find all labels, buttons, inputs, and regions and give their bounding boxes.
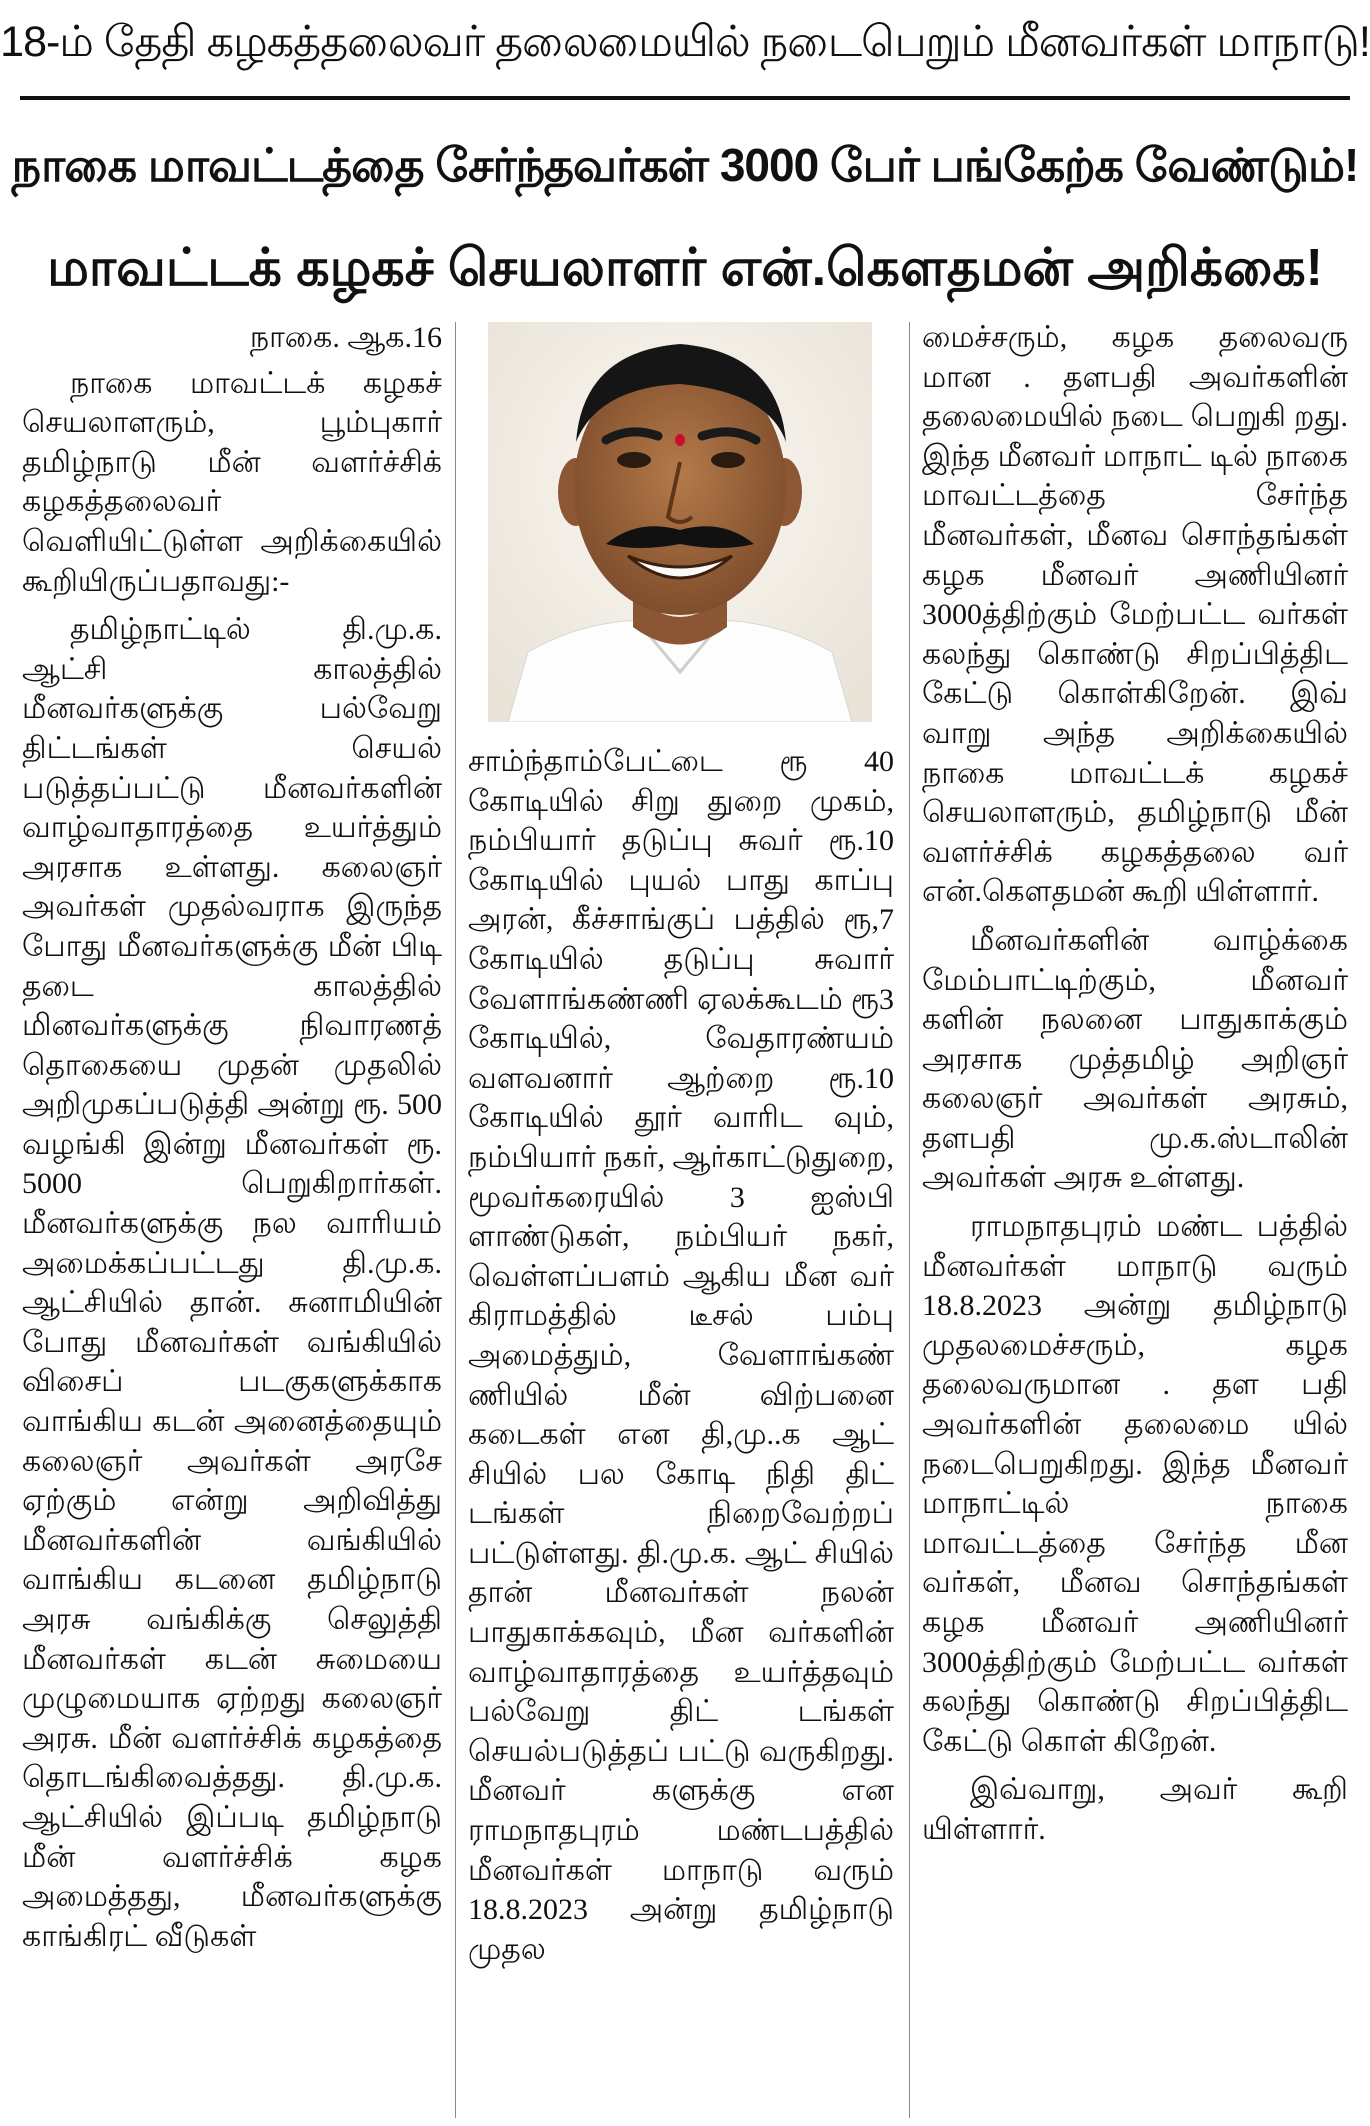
portrait-photo — [488, 322, 872, 722]
paragraph: மீனவர்களின் வாழ்க்கை மேம்பாட்டிற்கும், மீனவர் களின் நலனை பாதுகாக்கும் அரசாக முத்தமிழ் அறிஞர் கலைஞர் அவர்கள் அரசும், தளபதி மு.க.ஸ்டாலின் அவர்கள் அரசு உள்ளது. — [922, 923, 1348, 1195]
sub-headline: மாவட்டக் கழகச் செயலாளர் என்.கௌதமன் அறிக்கை! — [47, 239, 1323, 297]
paragraph: ராமநாதபுரம் மண்ட பத்தில் மீனவர்கள் மாநாடு வரும் 18.8.2023 அன்று தமிழ்நாடு முதலமைச்சரும், கழக தலைவருமான . தள பதி அவர்களின் தலைமை யில் நடைபெறுகிறது. இந்த மீனவர் மாநாட்டில் நாகை மாவட்டத்தை சேர்ந்த மீன வர்கள், மீனவ சொந்தங்கள் கழக மீனவர் அணியினர் 3000த்திற்கும் மேற்பட்ட வர்கள் கலந்து கொண்டு சிறப்பித்திட கேட்டு கொள் கிறேன். — [922, 1210, 1348, 1758]
paragraph: நாகை மாவட்டக் கழகச் செயலாளரும், பூம்புகார் தமிழ்நாடு மீன் வளர்ச்சிக் கழகத்தலைவர் வெளியிட்டுள்ள அறிக்கையில் கூறியிருப்பதாவது:- — [22, 366, 442, 598]
main-headline: நாகை மாவட்டத்தை சேர்ந்தவர்கள் 3000 பேர் பங்கேற்க வேண்டும்! — [11, 139, 1359, 191]
article-column-3 — [922, 318, 1348, 2118]
column-divider-1 — [455, 322, 456, 2118]
article-column-1 — [22, 318, 442, 2118]
paragraph: இவ்வாறு, அவர் கூறி யிள்ளார். — [922, 1773, 1348, 1846]
dateline: நாகை. ஆக.16 — [249, 321, 442, 354]
article-column-2 — [468, 742, 894, 2120]
kicker-headline: 18-ம் தேதி கழகத்தலைவர் தலைமையில் நடைபெறும் மீனவர்கள் மாநாடு! — [0, 18, 1370, 66]
column-divider-2 — [909, 322, 910, 2118]
paragraph: மைச்சரும், கழக தலைவரு மான . தளபதி அவர்களின் தலைமையில் நடை பெறுகி றது. இந்த மீனவர் மாநாட் டில் நாகை மாவட்டத்தை சேர்ந்த மீனவர்கள், மீனவ சொந்தங்கள் கழக மீனவர் அணியினர் 3000த்திற்கும் மேற்பட்ட வர்கள் கலந்து கொண்டு சிறப்பித்திட கேட்டு கொள்கிறேன். இவ் வாறு அந்த அறிக்கையில் நாகை மாவட்டக் கழகச் செயலாளரும், தமிழ்நாடு மீன் வளர்ச்சிக் கழகத்தலை வர் என்.கௌதமன் கூறி யிள்ளார். — [922, 321, 1348, 909]
paragraph: சாம்ந்தாம்பேட்டை ரூ 40 கோடியில் சிறு துறை முகம், நம்பியார் தடுப்பு சுவர் ரூ.10 கோடியில் புயல் பாது காப்பு அரன், கீச்சாங்குப் பத்தில் ரூ,7 கோடியில் தடுப்பு சுவார் வேளாங்கண்ணி ஏலக்கூடம் ரூ3 கோடியில், வேதாரண்யம் வளவனார் ஆற்றை ரூ.10 கோடியில் தூர் வாரிட வும், நம்பியார் நகர், ஆர்காட்டுதுறை, மூவர்கரையில் 3 ஐஸ்பி ளாண்டுகள், நம்பியர் நகர், வெள்ளப்பளம் ஆகிய மீன வர் கிராமத்தில் டீசல் பம்பு அமைத்தும், வேளாங்கண் ணியில் மீன் விற்பனை கடைகள் என தி,மு..க ஆட் சியில் பல கோடி நிதி திட் டங்கள் நிறைவேற்றப் பட்டுள்ளது. தி.மு.க. ஆட் சியில் தான் மீனவர்கள் நலன் பாதுகாக்கவும், மீன வர்களின் வாழ்வாதாரத்தை உயர்த்தவும் பல்வேறு திட் டங்கள் செயல்படுத்தப் பட்டு வருகிறது. மீனவர் களுக்கு என ராமநாதபுரம் மண்டபத்தில் மீனவர்கள் மாநாடு வரும் 18.8.2023 அன்று தமிழ்நாடு முதல — [468, 745, 894, 1966]
paragraph: தமிழ்நாட்டில் தி.மு.க. ஆட்சி காலத்தில் மீனவர்களுக்கு பல்வேறு திட்டங்கள் செயல் படுத்தப்பட்டு மீனவர்களின் வாழ்வாதாரத்தை உயர்த்தும் அரசாக உள்ளது. கலைஞர் அவர்கள் முதல்வராக இருந்த போது மீனவர்களுக்கு மீன் பிடி தடை காலத்தில் மினவர்களுக்கு நிவாரணத் தொகையை முதன் முதலில் அறிமுகப்படுத்தி அன்று ரூ. 500 வழங்கி இன்று மீனவர்கள் ரூ. 5000 பெறுகிறார்கள். மீனவர்களுக்கு நல வாரியம் அமைக்கப்பட்டது தி.மு.க. ஆட்சியில் தான். சுனாமியின் போது மீனவர்கள் வங்கியில் விசைப் படகுகளுக்காக வாங்கிய கடன் அனைத்தையும் கலைஞர் அவர்கள் அரசே ஏற்கும் என்று அறிவித்து மீனவர்களின் வங்கியில் வாங்கிய கடனை தமிழ்நாடு அரசு வங்கிக்கு செலுத்தி மீனவர்கள் கடன் சுமையை முழுமையாக ஏற்றது கலைஞர் அரசு. மீன் வளர்ச்சிக் கழகத்தை தொடங்கிவைத்தது. தி.மு.க. ஆட்சியில் இப்படி தமிழ்நாடு மீன் வளர்ச்சிக் கழக அமைத்தது, மீனவர்களுக்கு காங்கிரட் வீடுகள் — [22, 613, 442, 1953]
headline-divider — [20, 96, 1350, 100]
